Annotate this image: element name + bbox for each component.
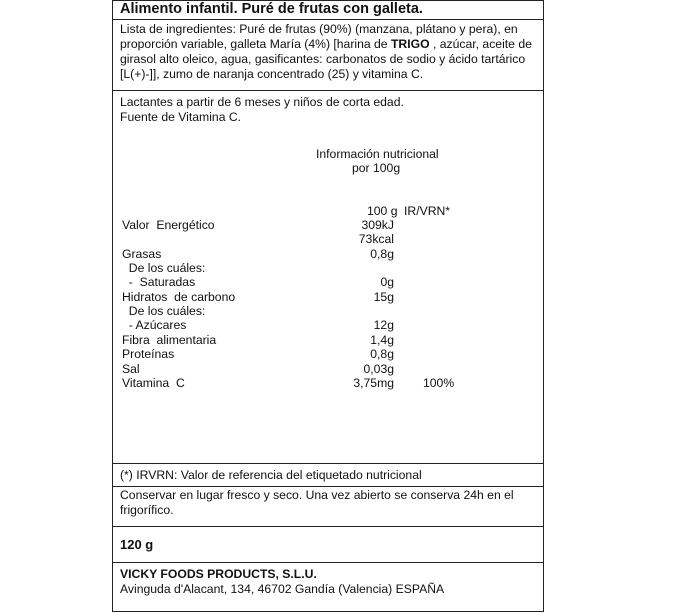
nutrition-row-value: 73kcal	[358, 232, 394, 247]
nutrition-row-value: 12g	[373, 318, 394, 333]
nutrition-row-value: 1,4g	[370, 332, 394, 347]
ingredients-text: Lista de ingredientes: Puré de frutas (90%) (manzana, plátano y pera), en proporción variable, galleta María (4%) [harina de	[120, 22, 518, 51]
storage-line2: frigorífico.	[120, 503, 174, 517]
nutrition-row-value: 15g	[373, 289, 394, 304]
note-age: Lactantes a partir de 6 meses y niños de corta edad.	[120, 95, 404, 109]
nutrition-row-value: 309kJ	[361, 218, 394, 232]
nutrition-row-label: Hidratos de carbono	[122, 289, 236, 304]
nutrition-row-value: 3,75mg	[353, 375, 394, 390]
allergen-trigo: TRIGO	[390, 37, 430, 51]
nutrition-row-ir: 100%	[423, 375, 455, 390]
nutrition-row-value: 0g	[380, 275, 394, 290]
col-header-ir: IR/VRN*	[404, 204, 451, 218]
nutrition-row-label: Fibra alimentaria	[122, 332, 217, 347]
product-title: Alimento infantil. Puré de frutas con galleta.	[120, 1, 423, 17]
divider	[112, 463, 544, 464]
nutrition-row-value: 0,03g	[363, 361, 394, 376]
nutrition-row-label: Sal	[122, 361, 140, 376]
company-address: Avinguda d'Alacant, 134, 46702 Gandía (Valencia) ESPAÑA	[120, 582, 445, 596]
note-vitamin: Fuente de Vitamina C.	[120, 110, 242, 124]
ingredients-list	[120, 22, 540, 82]
divider	[112, 486, 544, 487]
net-weight: 120 g	[120, 537, 154, 552]
company-name: VICKY FOODS PRODUCTS, S.L.U.	[120, 567, 317, 581]
nutrition-row-label: De los cuáles:	[122, 304, 206, 319]
nutrition-row-label: - Saturadas	[122, 275, 196, 290]
divider	[112, 562, 544, 563]
footnote: (*) IRVRN: Valor de referencia del etiquetado nutricional	[120, 468, 422, 482]
divider	[112, 90, 544, 91]
nutrition-row-label: - Azúcares	[122, 318, 187, 333]
nutrition-row-label: Vitamina C	[122, 375, 185, 390]
nutrition-row-label: De los cuáles:	[122, 261, 206, 276]
divider	[112, 526, 544, 527]
col-header-100g: 100 g	[367, 204, 398, 218]
nutrition-row-value: 0,8g	[370, 347, 394, 362]
nutrition-per: por 100g	[352, 161, 401, 175]
nutrition-row-label: Grasas	[122, 246, 162, 261]
nutrition-row-label: Proteínas	[122, 347, 175, 362]
nutrition-heading: Información nutricional	[316, 147, 439, 161]
nutrition-row-label: Valor Energético	[122, 218, 215, 232]
nutrition-row-value: 0,8g	[370, 246, 394, 261]
divider	[112, 19, 544, 20]
storage-line1: Conservar en lugar fresco y seco. Una vez abierto se conserva 24h en el	[120, 488, 514, 502]
ingredients-text-rest: , azúcar, aceite de girasol alto oleico, agua, gasificantes: carbonatos de sodio y ácido tartárico [L(+)-]], zumo de naranja concentrado (25) y vitamina C.	[120, 37, 532, 81]
